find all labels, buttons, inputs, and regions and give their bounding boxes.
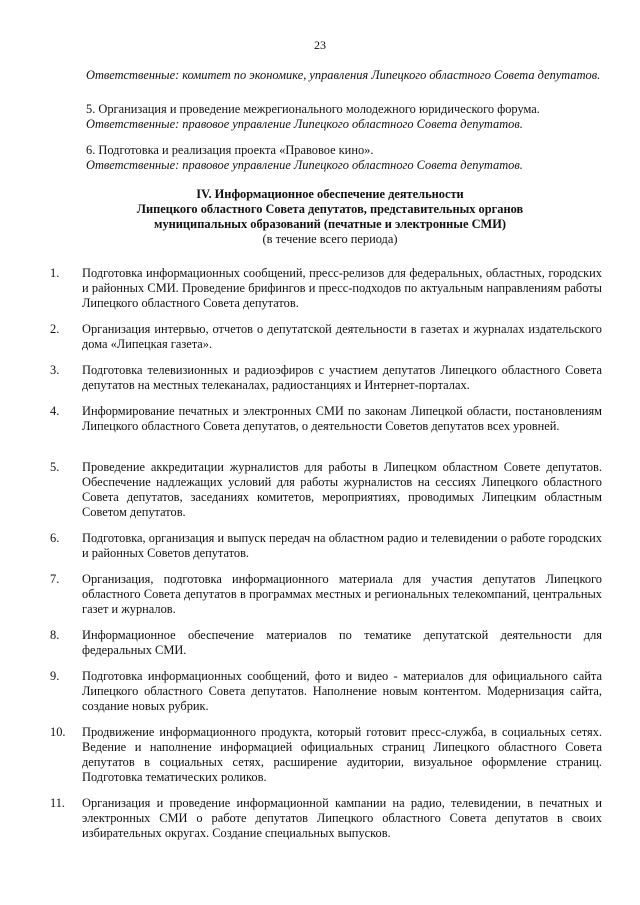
list-item	[50, 460, 602, 520]
legal-cinema-item: 6. Подготовка и реализация проекта «Правовое кино».	[86, 143, 374, 157]
responsible-legal-cinema: Ответственные: правовое управление Липецкого областного Совета депутатов.	[86, 158, 523, 172]
list-item	[50, 796, 602, 841]
list-item	[50, 572, 602, 617]
list-item-text: Подготовка телевизионных и радиоэфиров с участием депутатов Липецкого областного Совета депутатов на местных телеканалах, радиостанциях и Интернет-порталах.	[82, 363, 602, 392]
list-item	[50, 725, 602, 785]
list-item-text: Информирование печатных и электронных СМИ по законам Липецкой области, постановлениям Липецкого областного Совета депутатов, о деятельности Советов депутатов всех уровней.	[82, 404, 602, 433]
list-item-number: 8.	[50, 628, 60, 642]
responsible-economy: Ответственные: комитет по экономике, управления Липецкого областного Совета депутатов.	[86, 68, 601, 82]
list-item-number: 1.	[50, 266, 60, 280]
section-title-line-1: IV. Информационное обеспечение деятельности	[196, 187, 464, 201]
section-title-line-2: Липецкого областного Совета депутатов, представительных органов	[136, 202, 524, 216]
list-item-number: 3.	[50, 363, 60, 377]
list-item	[50, 531, 602, 561]
section-title-line-3: муниципальных образований (печатные и электронные СМИ)	[154, 217, 506, 231]
list-item-text: Информационное обеспечение материалов по тематике депутатской деятельности для федеральных СМИ.	[82, 628, 602, 657]
list-item-text: Организация интервью, отчетов о депутатской деятельности в газетах и журналах издательского дома «Липецкая газета».	[82, 322, 602, 351]
list-item-text: Проведение аккредитации журналистов для работы в Липецком областном Совете депутатов. Обеспечение надлежащих условий для работы журналистов на сессиях Липецкого областного Совета депутатов, заседаниях комитетов, мероприятиях, проводимых Липецким областным Советом депутатов.	[82, 460, 602, 519]
section-heading	[60, 187, 600, 247]
list-item-number: 6.	[50, 531, 60, 545]
page-number: 23	[314, 38, 326, 52]
list-item-text: Подготовка информационных сообщений, фото и видео - материалов для официального сайта Липецкого областного Совета депутатов. Наполнение новым контентом. Модернизация сайта, создание новых рубрик.	[82, 669, 602, 713]
list-item-number: 2.	[50, 322, 60, 336]
list-item	[50, 669, 602, 714]
list-item	[50, 404, 602, 434]
forum-item: 5. Организация и проведение межрегионального молодежного юридического форума.	[86, 102, 540, 116]
list-item-number: 5.	[50, 460, 60, 474]
list-item	[50, 363, 602, 393]
list-item	[50, 266, 602, 311]
list-item-number: 7.	[50, 572, 60, 586]
section-subtitle: (в течение всего периода)	[262, 232, 398, 246]
list-item-text: Продвижение информационного продукта, который готовит пресс-служба, в социальных сетях. Ведение и наполнение информацией официальных страниц Липецкого областного Совета депутатов в социальных сетях, расширение аудитории, визуальное оформление страниц. Подготовка тематических роликов.	[82, 725, 602, 784]
list-item	[50, 628, 602, 658]
responsible-legal-forum: Ответственные: правовое управление Липецкого областного Совета депутатов.	[86, 117, 523, 131]
list-item-number: 4.	[50, 404, 60, 418]
list-item-number: 10.	[50, 725, 66, 739]
list-item-text: Организация и проведение информационной кампании на радио, телевидении, в печатных и электронных СМИ о работе депутатов Липецкого областного Совета депутатов в своих избирательных округах. Создание специальных выпусков.	[82, 796, 602, 840]
list-item-text: Подготовка информационных сообщений, пресс-релизов для федеральных, областных, городских и районных СМИ. Проведение брифингов и пресс-подходов по актуальным направлениям работы Липецкого областного Совета депутатов.	[82, 266, 602, 310]
list-item-number: 11.	[50, 796, 66, 810]
list-item-number: 9.	[50, 669, 60, 683]
list-item-text: Организация, подготовка информационного материала для участия депутатов Липецкого областного Совета депутатов в программах местных и региональных телекомпаний, центральных газет и журналов.	[82, 572, 602, 616]
list-item	[50, 322, 602, 352]
list-item-text: Подготовка, организация и выпуск передач на областном радио и телевидении о работе городских и районных Советов депутатов.	[82, 531, 602, 560]
